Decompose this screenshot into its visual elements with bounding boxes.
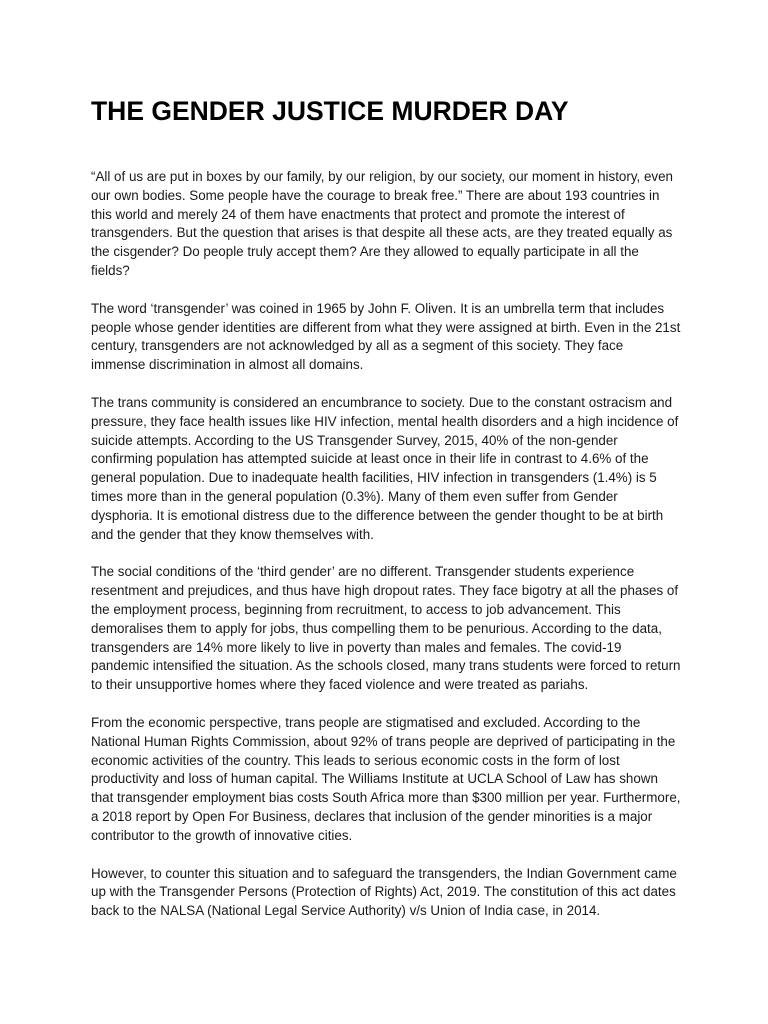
paragraph-intro: “All of us are put in boxes by our family, by our religion, by our society, our moment in history, even our own bodies. Some people have the courage to break free.” There are about 193 countries in this world and merely 24 of them have enactments that protect and promote the interest of transgenders. But the question that arises is that despite all these acts, are they treated equally as the cisgender? Do people truly accept them? Are they allowed to equally participate in all the fields?	[91, 169, 674, 278]
paragraph-economic: From the economic perspective, trans people are stigmatised and excluded. According to the National Human Rights Commission, about 92% of trans people are deprived of participating in the economic activities of the country. This leads to serious economic costs in the form of lost productivity and loss of human capital. The Williams Institute at UCLA School of Law has shown that transgender employment bias costs South Africa more than $300 million per year. Furthermore, a 2018 report by Open For Business, declares that inclusion of the gender minorities is a major contributor to the growth of innovative cities.	[91, 714, 681, 843]
document-title: THE GENDER JUSTICE MURDER DAY	[91, 96, 569, 126]
paragraph-legal: However, to counter this situation and to safeguard the transgenders, the Indian Government came up with the Transgender Persons (Protection of Rights) Act, 2019. The constitution of this act dates back to the NALSA (National Legal Service Authority) v/s Union of India case, in 2014.	[91, 865, 677, 919]
document-body	[91, 168, 681, 940]
paragraph-definition: The word ‘transgender’ was coined in 1965 by John F. Oliven. It is an umbrella term that includes people whose gender identities are different from what they were assigned at birth. Even in the 21st century, transgenders are not acknowledged by all as a segment of this society. They face immense discrimination in almost all domains.	[91, 300, 681, 373]
paragraph-health: The trans community is considered an encumbrance to society. Due to the constant ostracism and pressure, they face health issues like HIV infection, mental health disorders and a high incidence of suicide attempts. According to the US Transgender Survey, 2015, 40% of the non-gender confirming population has attempted suicide at least once in their life in contrast to 4.6% of the general population. Due to inadequate health facilities, HIV infection in transgenders (1.4%) is 5 times more than in the general population (0.3%). Many of them even suffer from Gender dysphoria. It is emotional distress due to the difference between the gender thought to be at birth and the gender that they know themselves with.	[91, 394, 679, 542]
paragraph-social: The social conditions of the ‘third gender’ are no different. Transgender students experience resentment and prejudices, and thus have high dropout rates. They face bigotry at all the phases of the employment process, beginning from recruitment, to access to job advancement. This demoralises them to apply for jobs, thus compelling them to be penurious. According to the data, transgenders are 14% more likely to live in poverty than males and females. The covid-19 pandemic intensified the situation. As the schools closed, many trans students were forced to return to their unsupportive homes where they faced violence and were treated as pariahs.	[91, 564, 681, 693]
